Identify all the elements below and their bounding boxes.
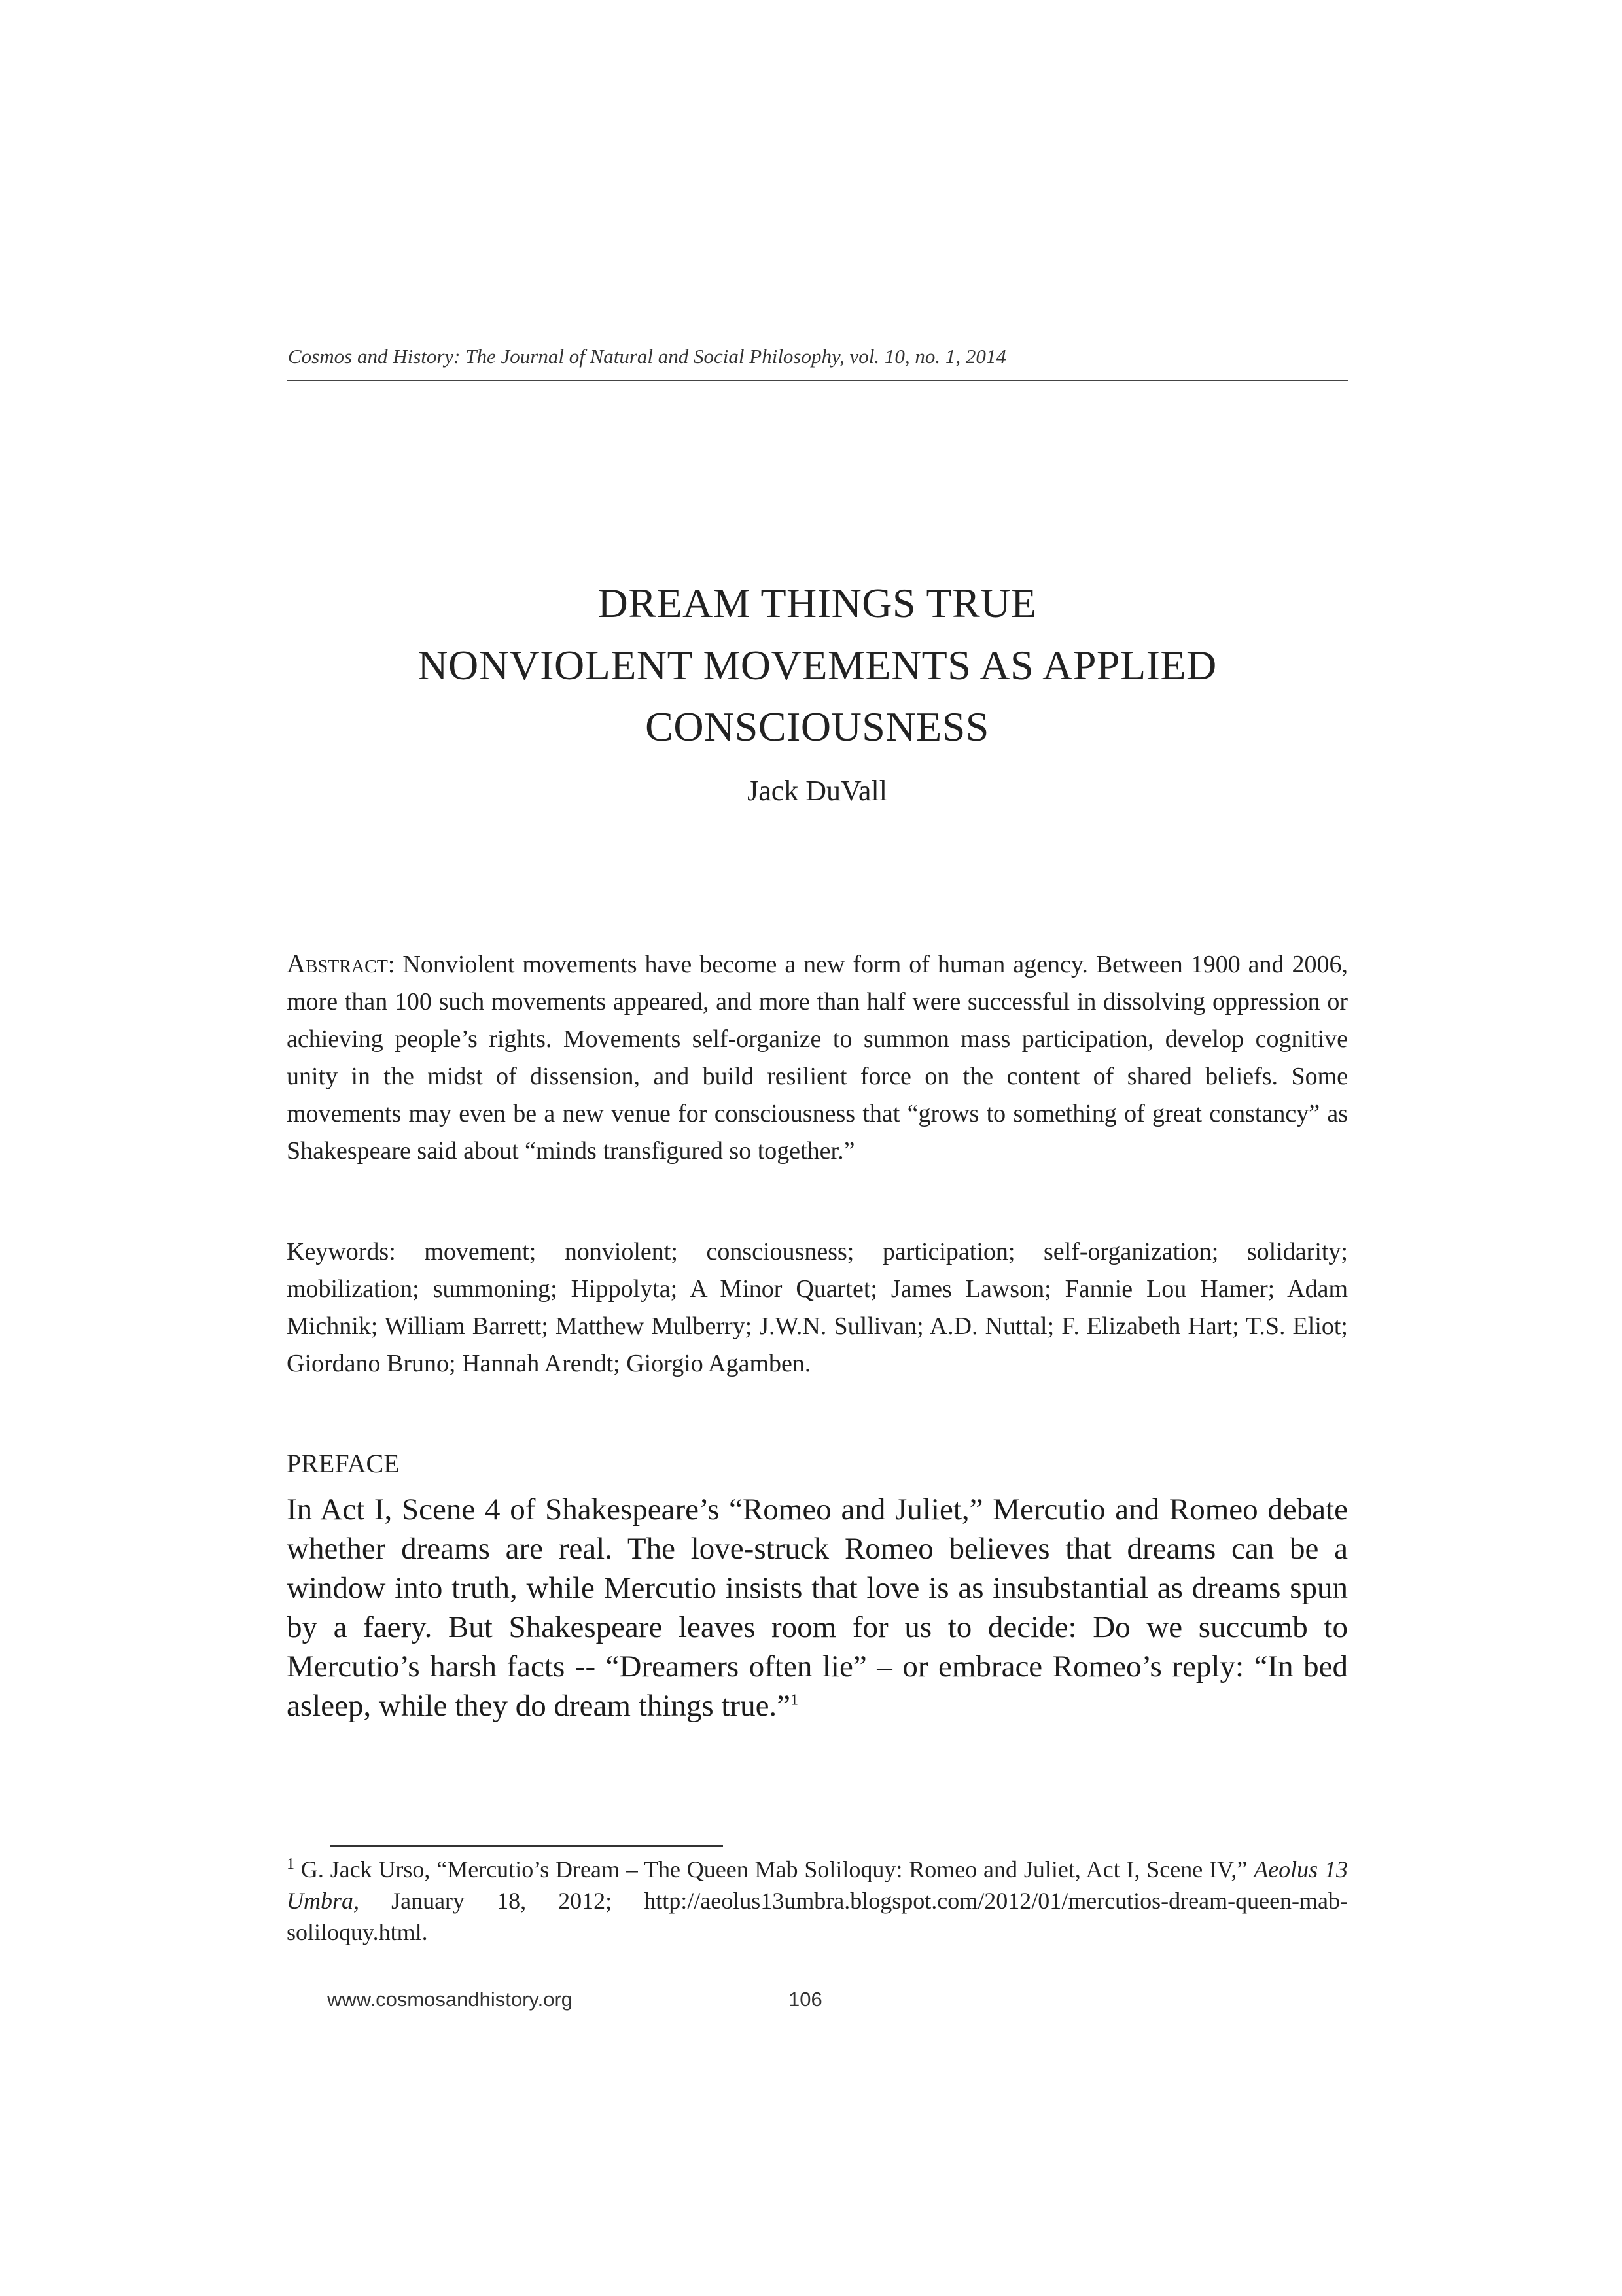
article-subtitle-line-1: NONVIOLENT MOVEMENTS AS APPLIED xyxy=(417,641,1217,688)
article-subtitle-line-2: CONSCIOUSNESS xyxy=(645,703,989,751)
body-paragraph xyxy=(287,1490,1348,1725)
keywords: Keywords: movement; nonviolent; consciousness; participation; self-organization; solidarity; mobilization; summoning; Hippolyta; A Minor Quartet; James Lawson; Fannie Lou Hamer; Adam Michnik; William Barrett; Matthew Mulberry; J.W.N. Sullivan; A.D. Nuttal; F. Elizabeth Hart; T.S. Eliot; Giordano Bruno; Hannah Arendt; Giorgio Agamben. xyxy=(287,1238,1348,1377)
author-name: Jack DuVall xyxy=(747,775,887,807)
footnote xyxy=(287,1854,1348,1948)
footnote-source: Aeolus 13 Umbra, xyxy=(287,1856,1349,1914)
abstract xyxy=(287,945,1348,1170)
footnote-reference[interactable]: 1 xyxy=(790,1691,799,1709)
title-block xyxy=(287,573,1348,807)
section-heading-preface: PREFACE xyxy=(287,1449,400,1478)
body-paragraph-text: In Act I, Scene 4 of Shakespeare’s “Romeo and Juliet,” Mercutio and Romeo debate whether dreams are real. The love-struck Romeo believes that dreams can be a window into truth, while Mercutio insists that love is as insubstantial as dreams spun by a faery. But Shakespeare leaves room for us to decide: Do we succumb to Mercutio’s harsh facts -- “Dreamers often lie” – or embrace Romeo’s reply: “In bed asleep, while they do dream things true.” xyxy=(287,1492,1348,1723)
abstract-label: Abstract xyxy=(287,949,388,978)
abstract-text: : Nonviolent movements have become a new form of human agency. Between 1900 and 2006, more than 100 such movements appeared, and more than half were successful in dissolving oppression or achieving people’s rights. Movements self-organize to summon mass participation, develop cognitive unity in the midst of dissension, and build resilient force on the content of shared beliefs. Some movements may even be a new venue for consciousness that “grows to something of great constancy” as Shakespeare said about “minds transfigured so together.” xyxy=(287,951,1348,1165)
running-header: Cosmos and History: The Journal of Natural and Social Philosophy, vol. 10, no. 1, 2014 xyxy=(288,345,1006,368)
footnote-text-after: January 18, 2012; http://aeolus13umbra.blogspot.com/2012/01/mercutios-dream-queen-mab-soliloquy.html. xyxy=(287,1888,1348,1945)
footnote-text-before: G. Jack Urso, “Mercutio’s Dream – The Queen Mab Soliloquy: Romeo and Juliet, Act I, Scene IV,” xyxy=(294,1856,1254,1882)
page-number: 106 xyxy=(788,1988,822,2011)
footnote-rule xyxy=(330,1845,723,1847)
footnote-number: 1 xyxy=(287,1856,294,1873)
article-title: DREAM THINGS TRUE xyxy=(597,580,1037,626)
header-rule xyxy=(287,380,1348,381)
footer-website-link[interactable]: www.cosmosandhistory.org xyxy=(327,1988,573,2011)
